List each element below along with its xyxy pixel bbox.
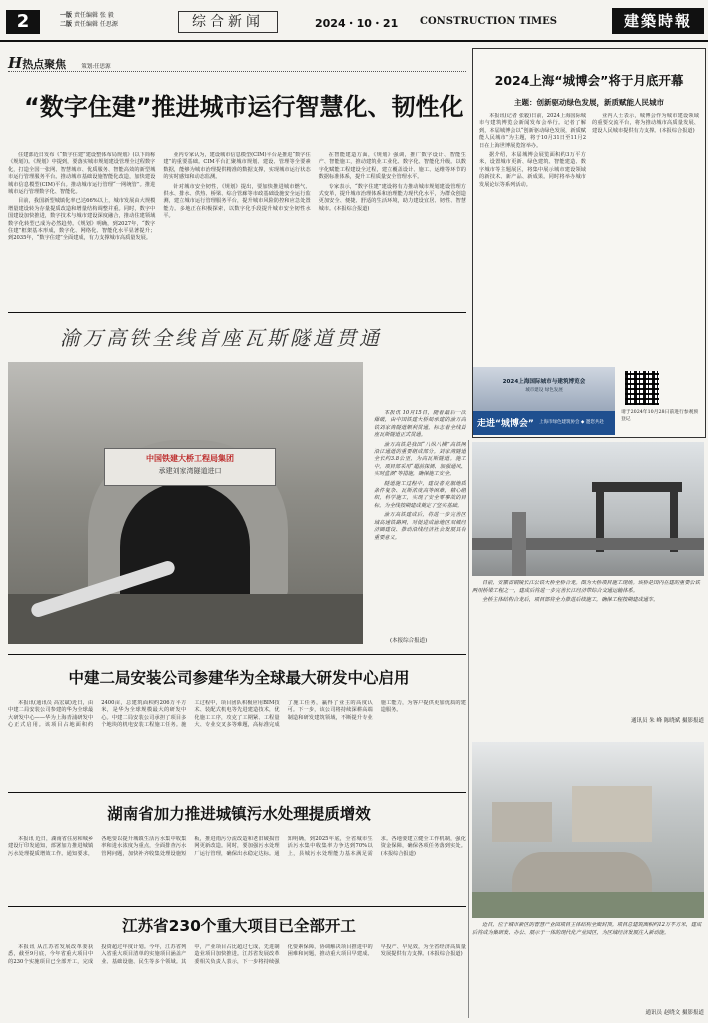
- bridge-caption-text: 全桥主体结构合龙后，项目部将全力推进后续施工，确保工程按期建成通车。: [482, 597, 659, 604]
- tunnel-photo: [8, 362, 363, 644]
- campus-credit: 通讯员 赵晓文 摄影报道: [645, 1010, 704, 1016]
- feature-tag-bar: [8, 53, 466, 72]
- girder: [472, 538, 704, 550]
- column-divider: [468, 440, 469, 1018]
- feature-tag: 热点聚焦: [22, 58, 67, 71]
- feature-paragraph: 业内专家认为，建设城市信息模型(CIM)平台是推进“数字住建”的重要基础。CIM平台汇聚城市规划、建设、管理等全要素数据，能够为城市治理提供精准的数据支撑，实现城市运行状态的实时感知和动态监测。: [163, 152, 311, 181]
- jiangsu-body: 本报讯 从江苏省发展改革委获悉，截至9月底，今年省重大项目中的230个实施项目已全部开工，完成投资超过年度计划。今年，江苏省列入省重大项目清单的实施项目涵盖产业、基础设施、民生等多个领域。其中，产业项目占比超过七成，先进制造业项目加快推进。江苏省发展改革委相关负责人表示，下一步将持续强化要素保障，协调解决项目推进中的困难和问题，推动重大项目早建成、早投产、早见效，为全省经济高质量发展提供有力支撑。(本报综合报道): [8, 944, 466, 965]
- tunnel-paragraph: 隧道施工过程中，建设者克服地质条件复杂、瓦斯浓度高等困难，精心组织，科学施工，实现了安全零事故的目标，为全线按期建成奠定了坚实基础。: [374, 480, 466, 509]
- hunan-headline: 湖南省加力推进城镇污水处理提质增效: [107, 805, 371, 823]
- tunnel-opening: [120, 482, 250, 612]
- expo-headline: 2024上海“城博会”将于月底开幕: [494, 73, 684, 88]
- tunnel-sign-text: 中国铁建大桥工程局集团: [146, 454, 234, 463]
- expo-box: [472, 48, 706, 438]
- expo-banner: [473, 367, 615, 435]
- issue-date: 2024・10・21: [315, 17, 399, 30]
- editor-line1-roles: 责任编辑 张 毅: [73, 12, 114, 19]
- tunnel-paragraph: 渝万高铁是我国“八纵八横”高铁网沿江通道的重要组成部分。刘家湾隧道全长约3.8公里，为高瓦斯隧道。施工中，项目部采用“超前探测、加强通风、实时监测”等措施，确保施工安全。: [374, 441, 466, 478]
- divider: [8, 654, 466, 655]
- divider: [8, 792, 466, 793]
- tunnel-sign: [104, 448, 276, 486]
- feature-body: [8, 152, 466, 308]
- feature-paragraph: 住建部近日发布《“数字住建”建设整体布局规划》(以下简称《规划》)。《规划》中提到，要落实城市规划建设管理全过程数字化，打造全国一张网、智慧城市、优质服务、智能高效的新型城市运行管理服务平台。推动城市基础设施智能化改造，加快建设城市信息模型(CIM)平台。推动城市运行管理“一网统管”。推进城市运行管理数字化、智能化。: [8, 152, 156, 196]
- editor-line2: 二版: [60, 21, 73, 28]
- expo-banner-title: 2024上海国际城市与建筑博览会: [502, 379, 586, 385]
- bridge-photo: [472, 442, 704, 576]
- bridge-caption-text: 日前，安徽省铜陵长江公铁大桥全桥合龙。图为大桥项目施工现场。该桥是国内在建的重要公铁两用桥梁工程之一，建成后将进一步完善长江经济带综合交通运输体系。: [472, 580, 700, 594]
- editor-line2-roles: 责任编辑 任思源: [73, 21, 118, 28]
- editor-line1: 一版: [60, 12, 73, 19]
- expo-banner-sub: 城市建设 绿色发展: [525, 388, 563, 393]
- hunan-body: 本报讯 近日，湖南省住房和城乡建设厅印发通知，部署加力推进城镇污水处理提质增效工作。通知要求，各地要以提升城镇生活污水集中收集率和进水浓度为重点，全面排查污水管网问题，加快补齐收集处理设施短板，推进雨污分流改造和老旧破损管网更新改造。同时，要加强污水处理厂运行管理，确保出水稳定达标。通知明确，到2025年底，全省城市生活污水集中收集率力争达到70%以上，县城污水处理能力基本满足需求。各地要建立健全工作机制，强化资金保障，确保各项任务落到实处。(本报综合报道): [8, 836, 466, 857]
- divider: [8, 312, 466, 313]
- expo-subhead: 主题：创新驱动绿色发展，新质赋能人民城市: [514, 98, 664, 107]
- campus-caption: 近日，位于城市新区的智慧产业园项目主体结构全面封顶。项目总建筑面积约12万平方米，建成后将成为集研发、办公、展示于一体的现代化产业园区，为区域经济发展注入新动能。: [472, 922, 702, 936]
- feature-paragraph: 专家表示，“数字住建”建设将有力推动城市规划建设管理方式变革，提升城市治理体系和治理能力现代化水平，为群众创造更加安全、便捷、舒适的生活环境，助力建设宜居、韧性、智慧城市。(本报综合报道): [318, 183, 466, 212]
- campus-building: [492, 802, 552, 842]
- bridge-credit: 通讯员 朱 峰 陈晓斌 摄影报道: [631, 718, 704, 724]
- expo-body: [479, 113, 699, 363]
- paper-english-name: CONSTRUCTION TIMES: [420, 16, 557, 27]
- qr-code[interactable]: [625, 371, 659, 405]
- bridge-caption: [472, 580, 704, 706]
- expo-banner-strip: [473, 411, 615, 435]
- expo-paragraph: 本报讯(记者 张毅)日前，2024上海国际城市与建筑博览会新闻发布会举行。记者了解到，本届城博会以“创新驱动绿色发展，新质赋能人民城市”为主题，将于10月31日至11月2日在上海世博展览馆举办。: [479, 113, 586, 149]
- paper-logo: 建築時報: [612, 8, 704, 34]
- section-title: 综合新闻: [178, 11, 278, 33]
- masthead-rule: [0, 40, 708, 42]
- tunnel-sign-sub: 承建刘家湾隧道进口: [158, 467, 222, 475]
- divider: [8, 906, 466, 907]
- campus-lawn: [472, 892, 704, 918]
- expo-banner-slogan-sub: 上海市绿色建筑协会 ◆ 邀您共赴: [539, 420, 604, 425]
- campus-building: [572, 786, 652, 842]
- tunnel-paragraph: 本报讯 10月15日，随着最后一次爆破，由中国铁建大桥局承建的渝万高铁刘家湾隧道顺利贯通，标志着全线首座瓦斯隧道正式贯通。: [374, 410, 466, 439]
- gantry-crane: [592, 482, 682, 492]
- feature-paragraph: 在智能建造方面，《规划》强调，推广数字设计、智能生产、智能施工，推动建筑业工业化、数字化、智能化升级。以数字化赋能工程建设全过程，建立覆盖设计、施工、运维等环节的数据标准体系，提升工程质量安全管理水平。: [318, 152, 466, 181]
- editor-credits: [60, 11, 170, 29]
- feature-headline: “数字住建”推进城市运行智慧化、韧性化: [24, 93, 464, 121]
- cscec-body: 本报讯(通讯员 高宏斌)近日，由中建二局安装公司参建的华为全球最大研发中心——华为上海青浦研发中心正式启用。该项目占地面积约2400亩，总建筑面积约206万平方米，是华为全球规模最大的研发中心。中建二局安装公司承担了项目多个地块的机电安装工程施工任务。施工过程中，项目团队积极应用BIM技术、装配式机电等先进建造技术，优化施工工序，攻克了工期紧、工程量大、专业交叉多等难题，高标准完成了施工任务，赢得了业主的高度认可。下一步，该公司将持续深耕高端制造和研发建筑领域，不断提升专业施工能力，为客户提供更加优质的建造服务。: [8, 700, 466, 729]
- tunnel-credit: (本报综合报道): [390, 638, 428, 644]
- cscec-headline: 中建二局安装公司参建华为全球最大研发中心启用: [68, 669, 410, 687]
- pier: [512, 512, 526, 576]
- campus-photo: [472, 742, 704, 918]
- feature-paragraph: 针对城市安全韧性，《规划》提出，要加快推进城市燃气、供水、排水、供热、桥梁、综合管廊等市政基础设施安全运行监测，建立城市运行管理服务平台，提升城市风险防控和应急处置能力。多地正在积极探索，以数字化手段提升城市安全韧性水平。: [163, 183, 311, 220]
- feature-paragraph: 目前，我国新型城镇化率已达66%以上，城市发展由大规模增量建设转为存量提质改造和增量结构调整并重。同时，数字中国建设加快推进，数字技术与城市建设深度融合，推动住建领域数字化转型已成为必然趋势。《规划》明确，到2027年，“数字住建”框架基本形成，数字化、网络化、智能化水平显著提升；到2035年，“数字住建”全面建成，有力支撑城市高质量发展。: [8, 198, 156, 242]
- expo-paragraph: 业内人士表示，城博会作为城市建设领域的重要交流平台，将为推动城市高质量发展、建设人民城市提供有力支撑。(本报综合报道): [592, 113, 699, 134]
- masthead: [0, 0, 708, 44]
- tunnel-headline: 渝万高铁全线首座瓦斯隧道贯通: [60, 326, 382, 350]
- qr-caption: 请于2024年10月28日前进行参观预登记: [621, 410, 699, 422]
- tunnel-body: [374, 410, 466, 632]
- tunnel-paragraph: 渝万高铁建成后，将进一步完善区域高速铁路网，对促进成渝地区双城经济圈建设、推动沿线经济社会发展具有重要意义。: [374, 512, 466, 541]
- jiangsu-headline: 江苏省230个重大项目已全部开工: [122, 917, 356, 935]
- page-number: 2: [6, 10, 40, 34]
- feature-tag-initial: H: [8, 54, 23, 72]
- expo-paragraph: 据介绍，本届城博会展览面积约3万平方米，设置城市更新、绿色建筑、智能建造、数字城市等主题展区，将集中展示城市建设领域的新技术、新产品、新成果。同时将举办城市发展论坛等系列活动。: [479, 152, 586, 188]
- campus-building: [512, 852, 652, 892]
- feature-planner: 策划:任思源: [81, 64, 111, 70]
- expo-banner-slogan: 走进“城博会”: [477, 419, 534, 429]
